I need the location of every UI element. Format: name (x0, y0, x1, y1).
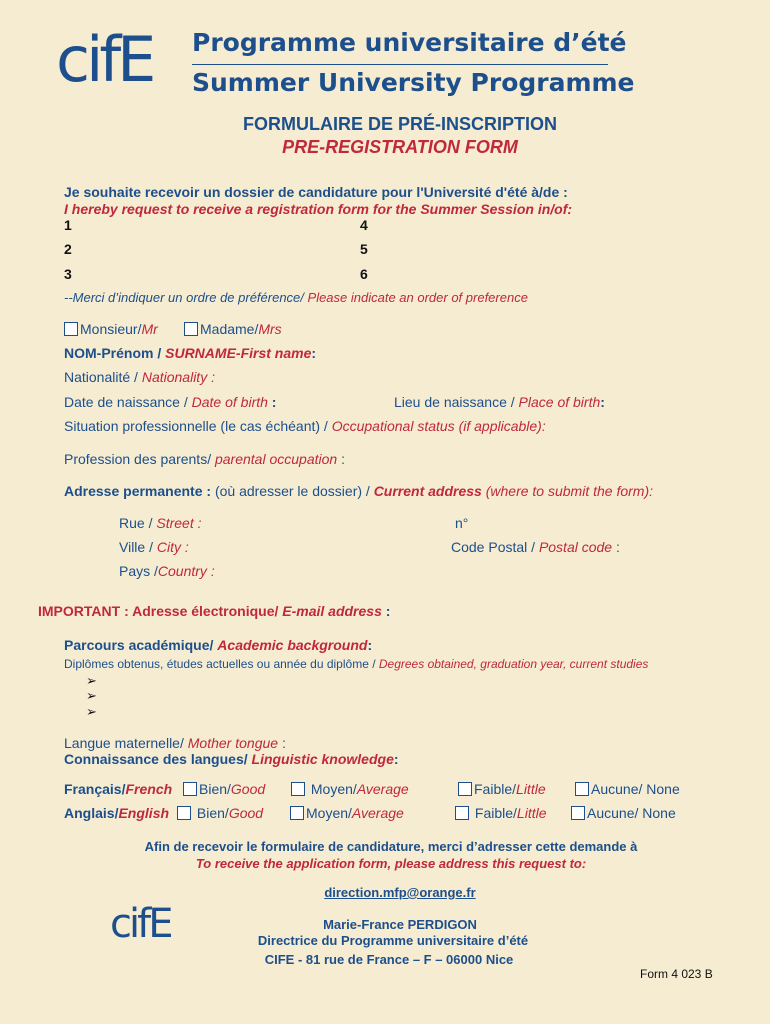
postal-label-fr: Code Postal / (451, 539, 539, 555)
header-divider (192, 64, 608, 65)
contact-role: Directrice du Programme universitaire d’été (257, 933, 529, 948)
level-little-en: Little (516, 805, 547, 821)
postal-field[interactable] (451, 539, 620, 555)
contact-name: Marie-France PERDIGON (323, 917, 477, 932)
order-note-fr: --Merci d’indiquer un ordre de préférence/ (64, 290, 304, 305)
level-good-en: Good (228, 805, 264, 821)
request-fr: Je souhaite recevoir un dossier de candidature pour l'Université d'été à/de : (64, 184, 568, 200)
country-field[interactable] (119, 563, 215, 579)
address-label (64, 483, 653, 499)
mrs-checkbox[interactable] (184, 322, 198, 336)
english-good-option[interactable] (177, 805, 263, 821)
mother-tongue-field[interactable] (64, 735, 286, 751)
academic-label-fr: Parcours académique/ (64, 637, 218, 653)
pob-label-en: Place of birth (518, 394, 601, 410)
french-little-option[interactable] (458, 781, 546, 797)
level-little-en: Little (516, 781, 546, 797)
form-code: Form 4 023 B (640, 967, 713, 981)
dob-label-fr: Date de naissance / (64, 394, 192, 410)
level-average-en: Average (351, 805, 404, 821)
name-field[interactable] (64, 345, 316, 361)
form-title-fr: FORMULAIRE DE PRÉ-INSCRIPTION (242, 114, 557, 134)
pob-colon: : (600, 394, 605, 410)
address-label-en-bold: Current address (373, 483, 482, 499)
level-little-fr: Faible/ (474, 781, 517, 797)
english-none-option[interactable] (571, 805, 676, 821)
mrs-label-en: Mrs (258, 321, 282, 337)
choice-5[interactable]: 5 (360, 241, 368, 257)
footer-request-fr: Afin de recevoir le formulaire de candidature, merci d’adresser cette demande à (144, 839, 638, 854)
level-none-fr: Aucune/ (587, 805, 643, 821)
french-none-checkbox[interactable] (575, 782, 589, 796)
cife-logo-small: cifE (110, 901, 171, 947)
academic-colon: : (367, 637, 373, 653)
parents-label-fr: Profession des parents/ (64, 451, 215, 467)
degrees-label-en: Degrees obtained, graduation year, current studies (378, 657, 649, 671)
request-en: I hereby request to receive a registration form for the Summer Session in/of: (64, 201, 573, 217)
knowledge-label-en: Linguistic knowledge (251, 751, 394, 767)
city-field[interactable] (119, 539, 189, 555)
address-label-fr-bold: Adresse permanente : (64, 483, 212, 499)
parents-field[interactable] (64, 451, 345, 467)
mother-tongue-label-fr: Langue maternelle/ (64, 735, 188, 751)
header-title-fr: Programme universitaire d’été (192, 28, 627, 57)
english-none-checkbox[interactable] (571, 806, 585, 820)
english-average-option[interactable] (290, 805, 404, 821)
street-label-en: Street : (156, 515, 202, 531)
dob-colon: : (267, 394, 277, 410)
email-label-fr: IMPORTANT : Adresse électronique/ (38, 603, 283, 619)
level-average-fr: Moyen/ (306, 805, 352, 821)
degrees-label (64, 657, 648, 671)
degree-bullet-2[interactable]: ➢ (86, 688, 97, 703)
form-title-en: PRE-REGISTRATION FORM (282, 137, 518, 157)
french-good-checkbox[interactable] (183, 782, 197, 796)
number-field[interactable]: n° (455, 515, 469, 531)
mrs-label-fr: Madame/ (200, 321, 259, 337)
mother-tongue-colon: : (278, 735, 286, 751)
city-label-fr: Ville / (119, 539, 157, 555)
lang-french-label (64, 781, 172, 797)
postal-label-en: Postal code (538, 539, 613, 555)
english-little-option[interactable] (455, 805, 547, 821)
order-note-en: Please indicate an order of preference (303, 290, 528, 305)
degree-bullet-1[interactable]: ➢ (86, 673, 97, 688)
nationality-field[interactable] (64, 369, 215, 385)
english-average-checkbox[interactable] (290, 806, 304, 820)
choice-6[interactable]: 6 (360, 266, 368, 282)
country-label-fr: Pays / (119, 563, 158, 579)
level-average-fr: Moyen/ (310, 781, 357, 797)
level-good-en: Good (230, 781, 266, 797)
name-label-fr: NOM-Prénom / (64, 345, 166, 361)
knowledge-label (64, 751, 399, 767)
occupation-field[interactable] (64, 418, 546, 434)
cife-logo: cifE (56, 23, 153, 96)
parents-colon: : (337, 451, 345, 467)
lang-french-fr: Français/ (64, 781, 126, 797)
mother-tongue-label-en: Mother tongue (187, 735, 279, 751)
level-none-en: None (646, 781, 680, 797)
level-none-fr: Aucune/ (591, 781, 647, 797)
name-label-en: SURNAME-First name (165, 345, 312, 361)
contact-address: CIFE - 81 rue de France – F – 06000 Nice (264, 952, 514, 967)
academic-label-en: Academic background (217, 637, 368, 653)
level-none-en: None (642, 805, 676, 821)
pob-label-fr: Lieu de naissance / (394, 394, 519, 410)
choice-2[interactable]: 2 (64, 241, 72, 257)
street-field[interactable] (119, 515, 202, 531)
french-good-option[interactable] (183, 781, 265, 797)
dob-field[interactable] (64, 394, 276, 410)
city-label-en: City : (156, 539, 189, 555)
level-little-fr: Faible/ (474, 805, 517, 821)
occupation-label-fr: Situation professionnelle (le cas échéant) / (64, 418, 332, 434)
pob-field[interactable] (394, 394, 605, 410)
dob-label-en: Date of birth (191, 394, 268, 410)
degrees-label-fr: Diplômes obtenus, études actuelles ou année du diplôme / (64, 657, 379, 671)
nationality-label-fr: Nationalité / (64, 369, 142, 385)
lang-english-en: English (118, 805, 170, 821)
academic-label (64, 637, 372, 653)
occupation-label-en: Occupational status (if applicable): (331, 418, 546, 434)
degree-bullet-3[interactable]: ➢ (86, 704, 97, 719)
mr-label-fr: Monsieur/ (80, 321, 142, 337)
choice-1[interactable]: 1 (64, 217, 72, 233)
header-title-en: Summer University Programme (192, 68, 635, 97)
order-note (64, 290, 528, 305)
french-none-option[interactable] (575, 781, 680, 797)
email-label-en: E-mail address (282, 603, 382, 619)
title-mr[interactable] (64, 321, 158, 337)
country-label-en: Country : (157, 563, 215, 579)
lang-english-fr: Anglais/ (64, 805, 119, 821)
level-average-en: Average (356, 781, 409, 797)
english-good-checkbox[interactable] (177, 806, 191, 820)
title-mrs[interactable] (184, 321, 282, 337)
french-little-checkbox[interactable] (458, 782, 472, 796)
mr-checkbox[interactable] (64, 322, 78, 336)
choice-4[interactable]: 4 (360, 217, 368, 233)
contact-email-link[interactable]: direction.mfp@orange.fr (324, 885, 476, 900)
street-label-fr: Rue / (119, 515, 157, 531)
choice-3[interactable]: 3 (64, 266, 72, 282)
level-good-fr: Bien/ (196, 805, 229, 821)
lang-french-en: French (125, 781, 173, 797)
address-label-en: (where to submit the form): (481, 483, 654, 499)
french-average-option[interactable] (291, 781, 409, 797)
name-colon: : (311, 345, 317, 361)
address-label-fr: (où adresser le dossier) / (211, 483, 374, 499)
postal-colon: : (612, 539, 620, 555)
parents-label-en: parental occupation (214, 451, 338, 467)
mr-label-en: Mr (141, 321, 158, 337)
knowledge-colon: : (393, 751, 399, 767)
level-good-fr: Bien/ (199, 781, 231, 797)
email-field[interactable] (38, 603, 390, 619)
email-colon: : (381, 603, 391, 619)
knowledge-label-fr: Connaissance des langues/ (64, 751, 252, 767)
english-little-checkbox[interactable] (455, 806, 469, 820)
lang-english-label (64, 805, 169, 821)
footer-request-en: To receive the application form, please address this request to: (195, 856, 587, 871)
french-average-checkbox[interactable] (291, 782, 305, 796)
nationality-label-en: Nationality : (141, 369, 215, 385)
